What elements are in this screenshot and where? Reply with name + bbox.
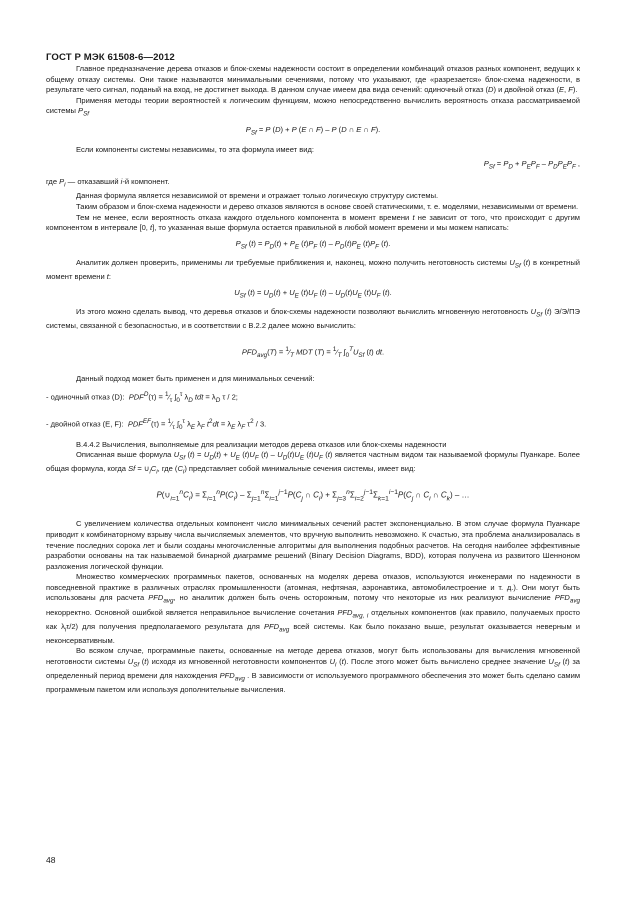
page-body (46, 64, 580, 696)
paragraph-13: Множество коммерческих программных пакетов, основанных на моделях дерева отказов, используются инженерами по надежности в повседневной практике в различных отраслях промышленности (атомная, нефтяная, аэронавтика, автомобилестроение и т. д.). Они могут быть использованы для расчета $PFD_{avg}$, но аналитик должен быть очень осторожным, потому что некоторые из них реализуют вычисление $PFD_{avg}$ некорректно. Основной ошибкой является неправильное вычисление сочетания $PFD_{avg, i}$ отдельных компонентов (как правило, получаемых просто как $\lambda_i\tau/2$) для получения предполагаемого результата для $PFD_{avg}$ всей системы. Как было показано выше, результат оказывается неверным и неконсервативным. (46, 572, 580, 645)
formula-psf-independent: $P_{Sf} = P_D + P_EP_F - P_DP_EP_F$ , (483, 159, 580, 171)
formula-pfd-avg: $PFD_{avg}(T)$ = $^1⁄_T$ MDT $(T) = ^1⁄_T$ $\int_0^TU_{Sf}$ (t) dt. (241, 346, 385, 360)
paragraph-10: Данный подход может быть применен и для минимальных сечений: (76, 373, 315, 383)
paragraph-6: Таким образом и блок-схема надежности и дерево отказов являются в основе своей статическими, т. е. моделями, независимыми от времени. (76, 201, 579, 211)
paragraph-3: Если компоненты системы независимы, то эта формула имеет вид: (76, 144, 314, 154)
formula-usf-t: $U_{Sf}$ $(t) = U_D(t) + U_E$ $(t)U_F$ $(t) - U_D(t)U_E$ $(t)U_F$ (t). (234, 287, 392, 299)
section-heading-b442: В.4.4.2 Вычисления, выполняемые для реализации методов дерева отказов или блок-схемы надежности (76, 439, 447, 449)
formula-poincare: $P(\cup_{i=1}^nC_i) = \Sigma_{i=1}^nP(C_i) - \Sigma_{j=1}^n\Sigma_{i=1}^{j-1}P(C_j$ ∩ $C_i) + \Sigma_{j=3}^n\Sigma_{i=2}^{j-1}\Sigma_{k=1}^{i-1}P(C_j$ ∩ $C_i$ ∩ $C_k$) – … (156, 489, 470, 503)
paragraph-5: Данная формула является независимой от времени и отражает только логическую структуру системы. (76, 191, 439, 201)
paragraph-9: Из этого можно сделать вывод, что деревья отказов и блок-схемы надежности позволяют вычислить мгновенную неготовность $U_{Sf}$ (t) Э/Э/ПЭ системы, связанной с безопасностью, и в соответствии с В.2.2 далее можно вычислить: (46, 306, 580, 330)
paragraph-2: Применяя методы теории вероятностей к логическим функциям, можно непосредственно вычислить вероятность отказа рассматриваемой системы $P_{Sf}$ (46, 95, 580, 118)
formula-psf: $P_{Sf} = P$ (D) + P (E ∩ F) – P (D ∩ E ∩ F). (245, 125, 381, 137)
paragraph-1: Главное предназначение дерева отказов и блок-схемы надежности состоит в определении комбинаций отказов разных компонент, ведущих к общему отказу системы. Они также называются минимальными сечениями, потому что указывают, где «разрезается» блок-схема надежности, в результате чего сигнал, поданый на вход, не достигнет выхода. В данном случае имеем два вида сечений: одиночный отказ (D) и двойной отказ (E, F). (46, 64, 580, 95)
page-number: 48 (46, 855, 56, 865)
paragraph-14: Во всяком случае, программные пакеты, основанные на методе дерева отказов, могут быть использованы для вычисления мгновенной неготовности системы $U_{Sf}$ (t) исходя из мгновенной неготовности компонентов $U_i$ (t). После этого может быть вычислено среднее значение $U_{Sf}$ (t) за определенный период времени для нахождения $PFD_{avg}$ . В зависимости от используемого программного обеспечения это может быть сделано самим программным пакетом или используя дополнительные вычисления. (46, 646, 581, 695)
paragraph-12: С увеличением количества отдельных компонент число минимальных сечений растет экспоненциально. В этом случае формула Пуанкаре приводит к комбинаторному взрыву числа вычисляемых элементов, что вручную выполнить невозможно. К счастью, эта проблема анализировалась в течение последних сорока лет и были созданы многочисленные алгоритмы для выполнения подобных расчетов. На сегодня наиболее эффективные разработки основаны на так называемой бинарной диаграмме решений (Binary Decision Diagrams, BDD), которая получена из развитого Шенноном разложения логической функции. (46, 519, 580, 571)
standard-header: ГОСТ Р МЭК 61508-6—2012 (46, 52, 175, 63)
formula-single-failure: - одиночный отказ (D): $PDF^D(\tau)$ = $^1⁄_\tau$ $\int_0^\tau$ $\lambda_D$ tdt = $\lambda_D$ τ / 2; (46, 391, 238, 405)
paragraph-7: Тем не менее, если вероятность отказа каждого отдельного компонента в момент времени t не зависит от того, что происходит с другим компонентом в интервале [0, t], то указанная выше формула остается правильной в любой момент времени и мы можем написать: (46, 212, 580, 233)
formula-psf-t: $P_{Sf}$ $(t) = P_D(t) + P_E$ $(t)P_F$ $(t) - P_D(t)P_E$ $(t)P_F$ (t). (235, 238, 391, 251)
paragraph-8: Аналитик должен проверить, применимы ли требуемые приближения и, наконец, можно получить неготовность системы $U_{Sf}$ (t) в конкретный момент времени t: (46, 257, 580, 281)
paragraph-11: Описанная выше формула $U_{Sf}$ $(t) = U_D(t) + U_E$ $(t)U_F$ $(t) - U_D(t)U_E$ $(t)U_F$ (t) является частным видом так называемой формулы Пуанкаре. Более общая формула, когда $Sf = \cup_iC_i$, где $(C_i)$ представляет собой минимальные сечения системы, имеет вид: (46, 450, 580, 476)
paragraph-4: где $P_i$ — отказавший i-й компонент. (46, 177, 170, 189)
formula-double-failure: - двойной отказ (E, F): $PDF^{EF}(\tau)$ = $^1⁄_\tau$ $\int_0^\tau$ $\lambda_E$ $\lambda_F$ $t^2dt = \lambda_E$ $\lambda_F$ $\tau^2 / 3$. (46, 418, 267, 432)
